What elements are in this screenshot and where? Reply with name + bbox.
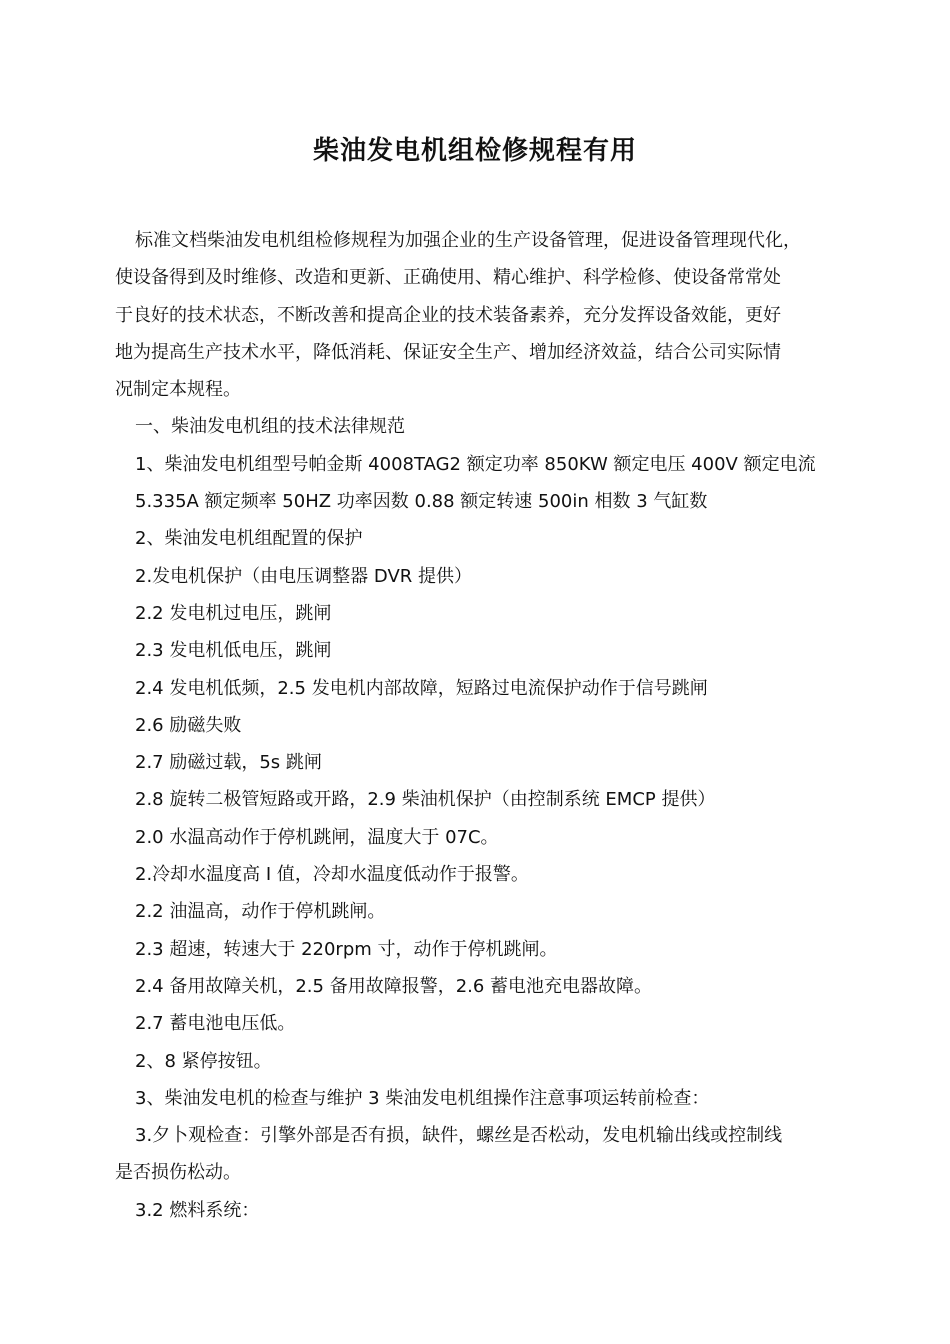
intro-line: 使设备得到及时维修、改造和更新、正确使用、精心维护、科学检修、使设备常常处	[115, 267, 781, 289]
body-line: 2.冷却水温度高 I 值，冷却水温度低动作于报警。	[135, 864, 529, 886]
document-body	[115, 222, 845, 1229]
body-line: 2.4 备用故障关机，2.5 备用故障报警，2.6 蓄电池充电器故障。	[135, 975, 653, 997]
body-line: 2.6 励磁失败	[135, 714, 242, 736]
body-line-continuation: 是否损伤松动。	[115, 1162, 241, 1184]
body-line: 2、8 紧停按钮。	[135, 1050, 272, 1072]
body-line: 2.0 水温高动作于停机跳闸，温度大于 07C。	[135, 826, 499, 848]
intro-line: 标准文档柴油发电机组检修规程为加强企业的生产设备管理，促进设备管理现代化，	[135, 230, 801, 251]
body-line: 2.7 蓄电池电压低。	[135, 1013, 296, 1035]
body-line: 3.夕卜观检查：引擎外部是否有损，缺件，螺丝是否松动，发电机输出线或控制线	[135, 1125, 783, 1147]
body-line: 2.2 发电机过电压，跳闸	[135, 602, 332, 624]
body-line: 2.3 发电机低电压，跳闸	[135, 640, 332, 662]
intro-line: 于良好的技术状态，不断改善和提高企业的技术装备素养，充分发挥设备效能，更好	[115, 304, 781, 326]
body-line: 2.8 旋转二极管短路或开路，2.9 柴油机保护（由控制系统 EMCP 提供）	[135, 789, 716, 811]
body-line: 3.2 燃料系统：	[135, 1199, 260, 1221]
body-line: 5.335A 额定频率 50HZ 功率因数 0.88 额定转速 500in 相数 3 气缸数	[135, 491, 708, 513]
body-line: 1、柴油发电机组型号帕金斯 4008TAG2 额定功率 850KW 额定电压 400V 额定电流	[135, 453, 816, 475]
body-line: 2.3 超速，转速大于 220rpm 寸，动作于停机跳闸。	[135, 938, 558, 960]
section-heading: 一、柴油发电机组的技术法律规范	[135, 416, 405, 438]
intro-line: 况制定本规程。	[115, 379, 241, 401]
body-line: 2.发电机保护（由电压调整器 DVR 提供）	[135, 565, 472, 587]
document-title: 柴油发电机组检修规程有用	[312, 136, 637, 166]
intro-line: 地为提高生产技术水平，降低消耗、保证安全生产、增加经济效益，结合公司实际情	[115, 341, 781, 363]
body-line: 2.4 发电机低频，2.5 发电机内部故障，短路过电流保护动作于信号跳闸	[135, 677, 708, 699]
body-line: 2.7 励磁过载，5s 跳闸	[135, 752, 322, 774]
section-heading: 3、柴油发电机的检查与维护 3 柴油发电机组操作注意事项运转前检查：	[135, 1087, 710, 1109]
body-line: 2.2 油温高，动作于停机跳闸。	[135, 901, 386, 923]
section-heading: 2、柴油发电机组配置的保护	[135, 528, 363, 550]
